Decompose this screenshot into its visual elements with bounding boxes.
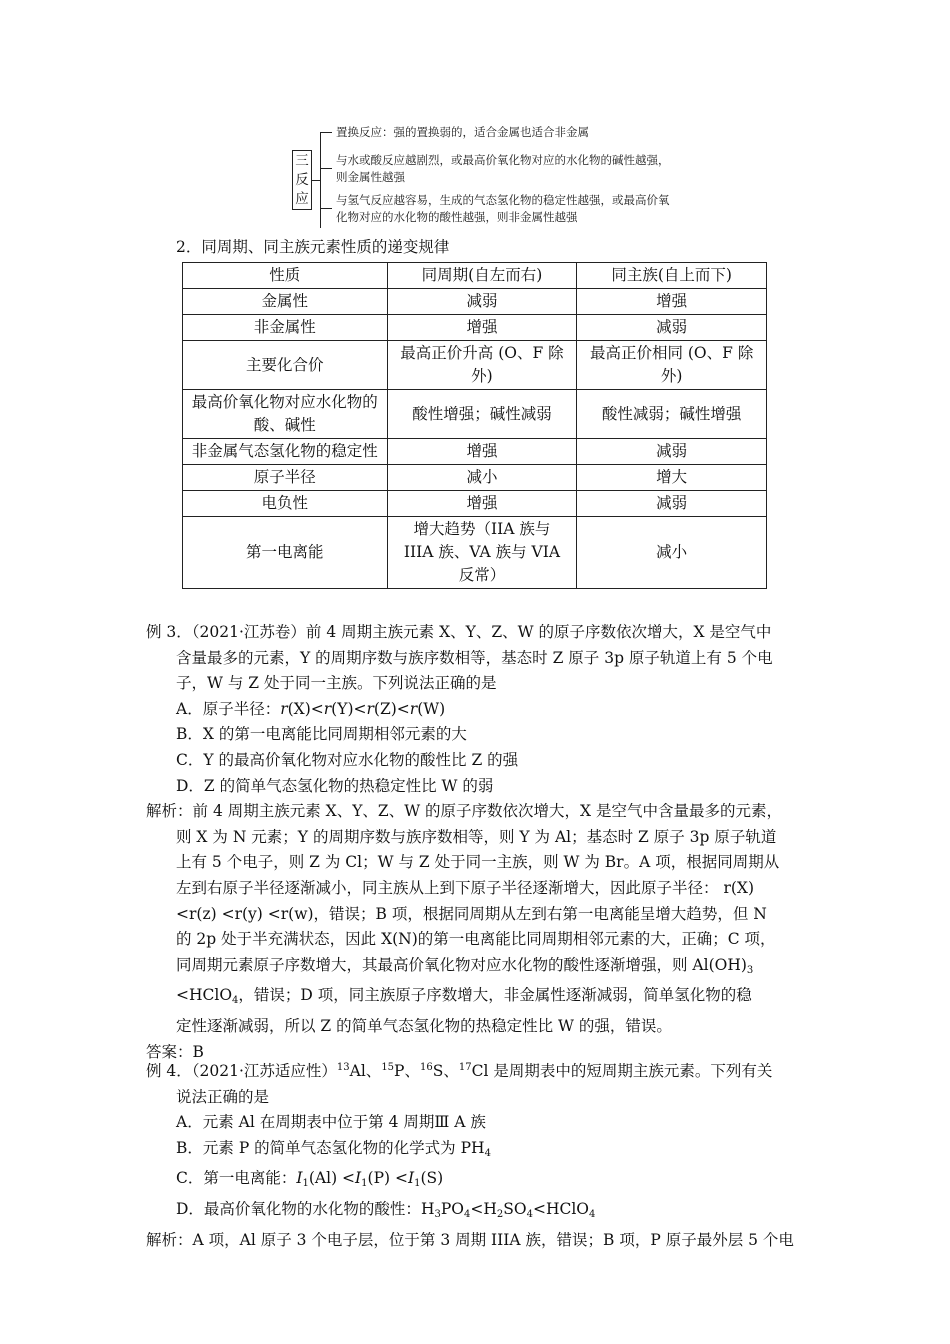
example-label: 例 4．	[146, 1062, 192, 1080]
diagram-branch	[320, 132, 332, 133]
mass-number: 16	[419, 1062, 433, 1073]
table-header-cell: 同周期(自左而右)	[387, 263, 577, 289]
option-a: A．原子半径：r(X)<r(Y)<r(Z)<r(W)	[176, 699, 446, 718]
option-d-prefix: D．最高价氧化物的水化物的酸性：	[176, 1199, 421, 1218]
example-source: （2021·江苏适应性）	[191, 1062, 337, 1080]
example-4	[146, 1055, 816, 1253]
table-row	[183, 315, 767, 341]
example-label: 例 3．	[146, 623, 192, 641]
example-source: （2021·江苏卷）	[191, 623, 306, 641]
table-cell: 增强	[387, 491, 577, 517]
table-cell: 减弱	[577, 315, 767, 341]
option-d: D．Z 的简单气态氢化物的热稳定性比 W 的弱	[176, 776, 494, 795]
analysis-line: 上有 5 个电子，则 Z 为 Cl；W 与 Z 处于同一主族，则 W 为 Br。A 项，根据同周期从	[176, 853, 780, 872]
subscript: 3	[746, 964, 754, 976]
table-cell: 增大	[577, 465, 767, 491]
option-c: C．第一电离能：$I_1(Al) <I_1(P) <I_1(S)$	[176, 1169, 444, 1190]
option-b-prefix: B．元素 P 的简单气态氢化物的化学式为 PH	[176, 1138, 485, 1157]
analysis-label: 解析：	[146, 802, 193, 821]
table-cell: 主要化合价	[183, 341, 388, 390]
analysis-line	[146, 876, 816, 902]
option-a: A．元素 Al 在周期表中位于第 4 周期Ⅲ A 族	[176, 1113, 486, 1132]
table-cell: 酸性减弱；碱性增强	[577, 390, 767, 439]
table-cell: 减小	[577, 517, 767, 589]
stem-text: 前 4 周期主族元素 X、Y、Z、W 的原子序数依次增大，X 是空气中	[305, 623, 772, 641]
property-trend-table	[182, 262, 767, 589]
analysis-text: ，错误；D 项，同主族原子序数增大，非金属性逐渐减弱，简单氢化物的稳	[238, 986, 752, 1005]
table-cell: 减弱	[577, 491, 767, 517]
table-cell: 增强	[387, 439, 577, 465]
table-cell: 金属性	[183, 289, 388, 315]
table-cell: 减小	[387, 465, 577, 491]
isotope-symbol: Cl	[471, 1062, 489, 1080]
table-row	[183, 517, 767, 589]
isotope-symbol: P、	[394, 1062, 420, 1080]
analysis-line: 定性逐渐减弱，所以 Z 的简单气态氢化物的热稳定性比 W 的强，错误。	[176, 1016, 672, 1035]
table-cell: 酸性增强；碱性减弱	[387, 390, 577, 439]
table-header-row	[183, 263, 767, 289]
table-cell: 减弱	[577, 439, 767, 465]
table-cell: 电负性	[183, 491, 388, 517]
mass-number: 15	[381, 1062, 395, 1073]
mass-number: 13	[336, 1062, 350, 1073]
diagram-item-2: 与水或酸反应越剧烈，或最高价氧化物对应的水化物的碱性越强，则金属性越强	[336, 153, 670, 184]
analysis-line: 解析：A 项，Al 原子 3 个电子层，位于第 3 周期 IIIA 族，错误；B 项，P 原子最外层 5 个电	[146, 1230, 794, 1249]
isotope-symbol: S、	[432, 1062, 459, 1080]
diagram-item-3: 与氢气反应越容易，生成的气态氢化物的稳定性越强，或最高价氧化物对应的水化物的酸性越强，则非金属性越强	[336, 193, 670, 224]
option-b: B．X 的第一电离能比同周期相邻元素的大	[176, 725, 467, 744]
analysis-text: 左到右原子半径逐渐减小，同主族从上到下原子半径逐渐增大，因此原子半径：	[176, 878, 719, 897]
option-c: C．Y 的最高价氧化物对应水化物的酸性比 Z 的强	[176, 750, 519, 769]
diagram-branch	[320, 208, 332, 209]
subscript: 4	[484, 1147, 491, 1159]
analysis-rx: r(X)	[723, 878, 754, 897]
stem-text: 是周期表中的短周期主族元素。下列有关	[488, 1062, 773, 1080]
diagram-item-1: 置换反应：强的置换弱的，适合金属也适合非金属	[336, 125, 589, 139]
example-4-stem-line: 说法正确的是	[176, 1087, 270, 1106]
analysis-line: 的 2p 处于半充满状态，因此 X(N)的第一电离能比同周期相邻元素的大，正确；C 项，	[176, 930, 776, 949]
table-cell: 增强	[577, 289, 767, 315]
table-cell: 非金属性	[183, 315, 388, 341]
analysis-line: 则 X 为 N 元素；Y 的周期序数与族序数相等，则 Y 为 Al；基态时 Z 原子 3p 原子轨道	[176, 827, 777, 846]
option-d: D．最高价氧化物的水化物的酸性：$H_3PO_4<H_2SO_4<HClO_4$	[176, 1199, 596, 1220]
diagram-brace	[320, 132, 321, 228]
analysis-line	[146, 983, 816, 1014]
analysis-line	[146, 799, 816, 825]
table-row	[183, 465, 767, 491]
diagram-box-label: 三 反 应	[292, 150, 312, 210]
table-cell: 最高价氧化物对应水化物的酸、碱性	[183, 390, 388, 439]
example-3-stem-line: 子，W 与 Z 处于同一主族。下列说法正确的是	[176, 674, 497, 693]
table-header-cell: 同主族(自上而下)	[577, 263, 767, 289]
table-row	[183, 390, 767, 439]
section-heading: 2．同周期、同主族元素性质的递变规律	[176, 238, 450, 256]
example-3-stem-line: 含量最多的元素，Y 的周期序数与族序数相等，基态时 Z 原子 3p 原子轨道上有 5 个电	[176, 648, 773, 667]
table-row	[183, 289, 767, 315]
analysis-line	[146, 953, 816, 984]
table-cell: 增强	[387, 315, 577, 341]
option-b	[146, 1136, 816, 1167]
table-cell: 最高正价相同 (O、F 除外)	[577, 341, 767, 390]
example-3	[146, 620, 816, 1065]
example-3-stem-line	[146, 620, 816, 646]
table-row	[183, 439, 767, 465]
isotope-symbol: Al、	[349, 1062, 382, 1080]
analysis-text: 同周期元素原子序数增大，其最高价氧化物对应水化物的酸性逐渐增强，则 Al(OH)	[176, 955, 747, 974]
answer-line: 答案：B	[146, 1042, 204, 1061]
analysis-line: <r(z) <r(y) <r(w)，错误；B 项，根据同周期从左到右第一电离能呈增大趋势，但 N	[176, 904, 767, 923]
table-cell: 最高正价升高 (O、F 除外)	[387, 341, 577, 390]
option-a-prefix: A．原子半径：	[176, 699, 281, 718]
diagram-connector	[312, 180, 320, 181]
option-c-prefix: C．第一电离能：	[176, 1169, 297, 1188]
reaction-diagram	[290, 122, 670, 230]
diagram-branch	[320, 168, 332, 169]
analysis-text: 前 4 周期主族元素 X、Y、Z、W 的原子序数依次增大，X 是空气中含量最多的元素，	[192, 802, 783, 821]
table-cell: 减弱	[387, 289, 577, 315]
analysis-text: <HClO	[176, 986, 233, 1005]
table-cell: 非金属气态氢化物的稳定性	[183, 439, 388, 465]
table-cell: 第一电离能	[183, 517, 388, 589]
table-cell: 增大趋势（IIA 族与 IIIA 族、VA 族与 VIA 反常）	[387, 517, 577, 589]
example-4-stem-line	[146, 1055, 816, 1085]
mass-number: 17	[458, 1062, 472, 1073]
table-row	[183, 341, 767, 390]
table-row	[183, 491, 767, 517]
subscript: 4	[232, 995, 239, 1007]
table-cell: 原子半径	[183, 465, 388, 491]
table-header-cell: 性质	[183, 263, 388, 289]
